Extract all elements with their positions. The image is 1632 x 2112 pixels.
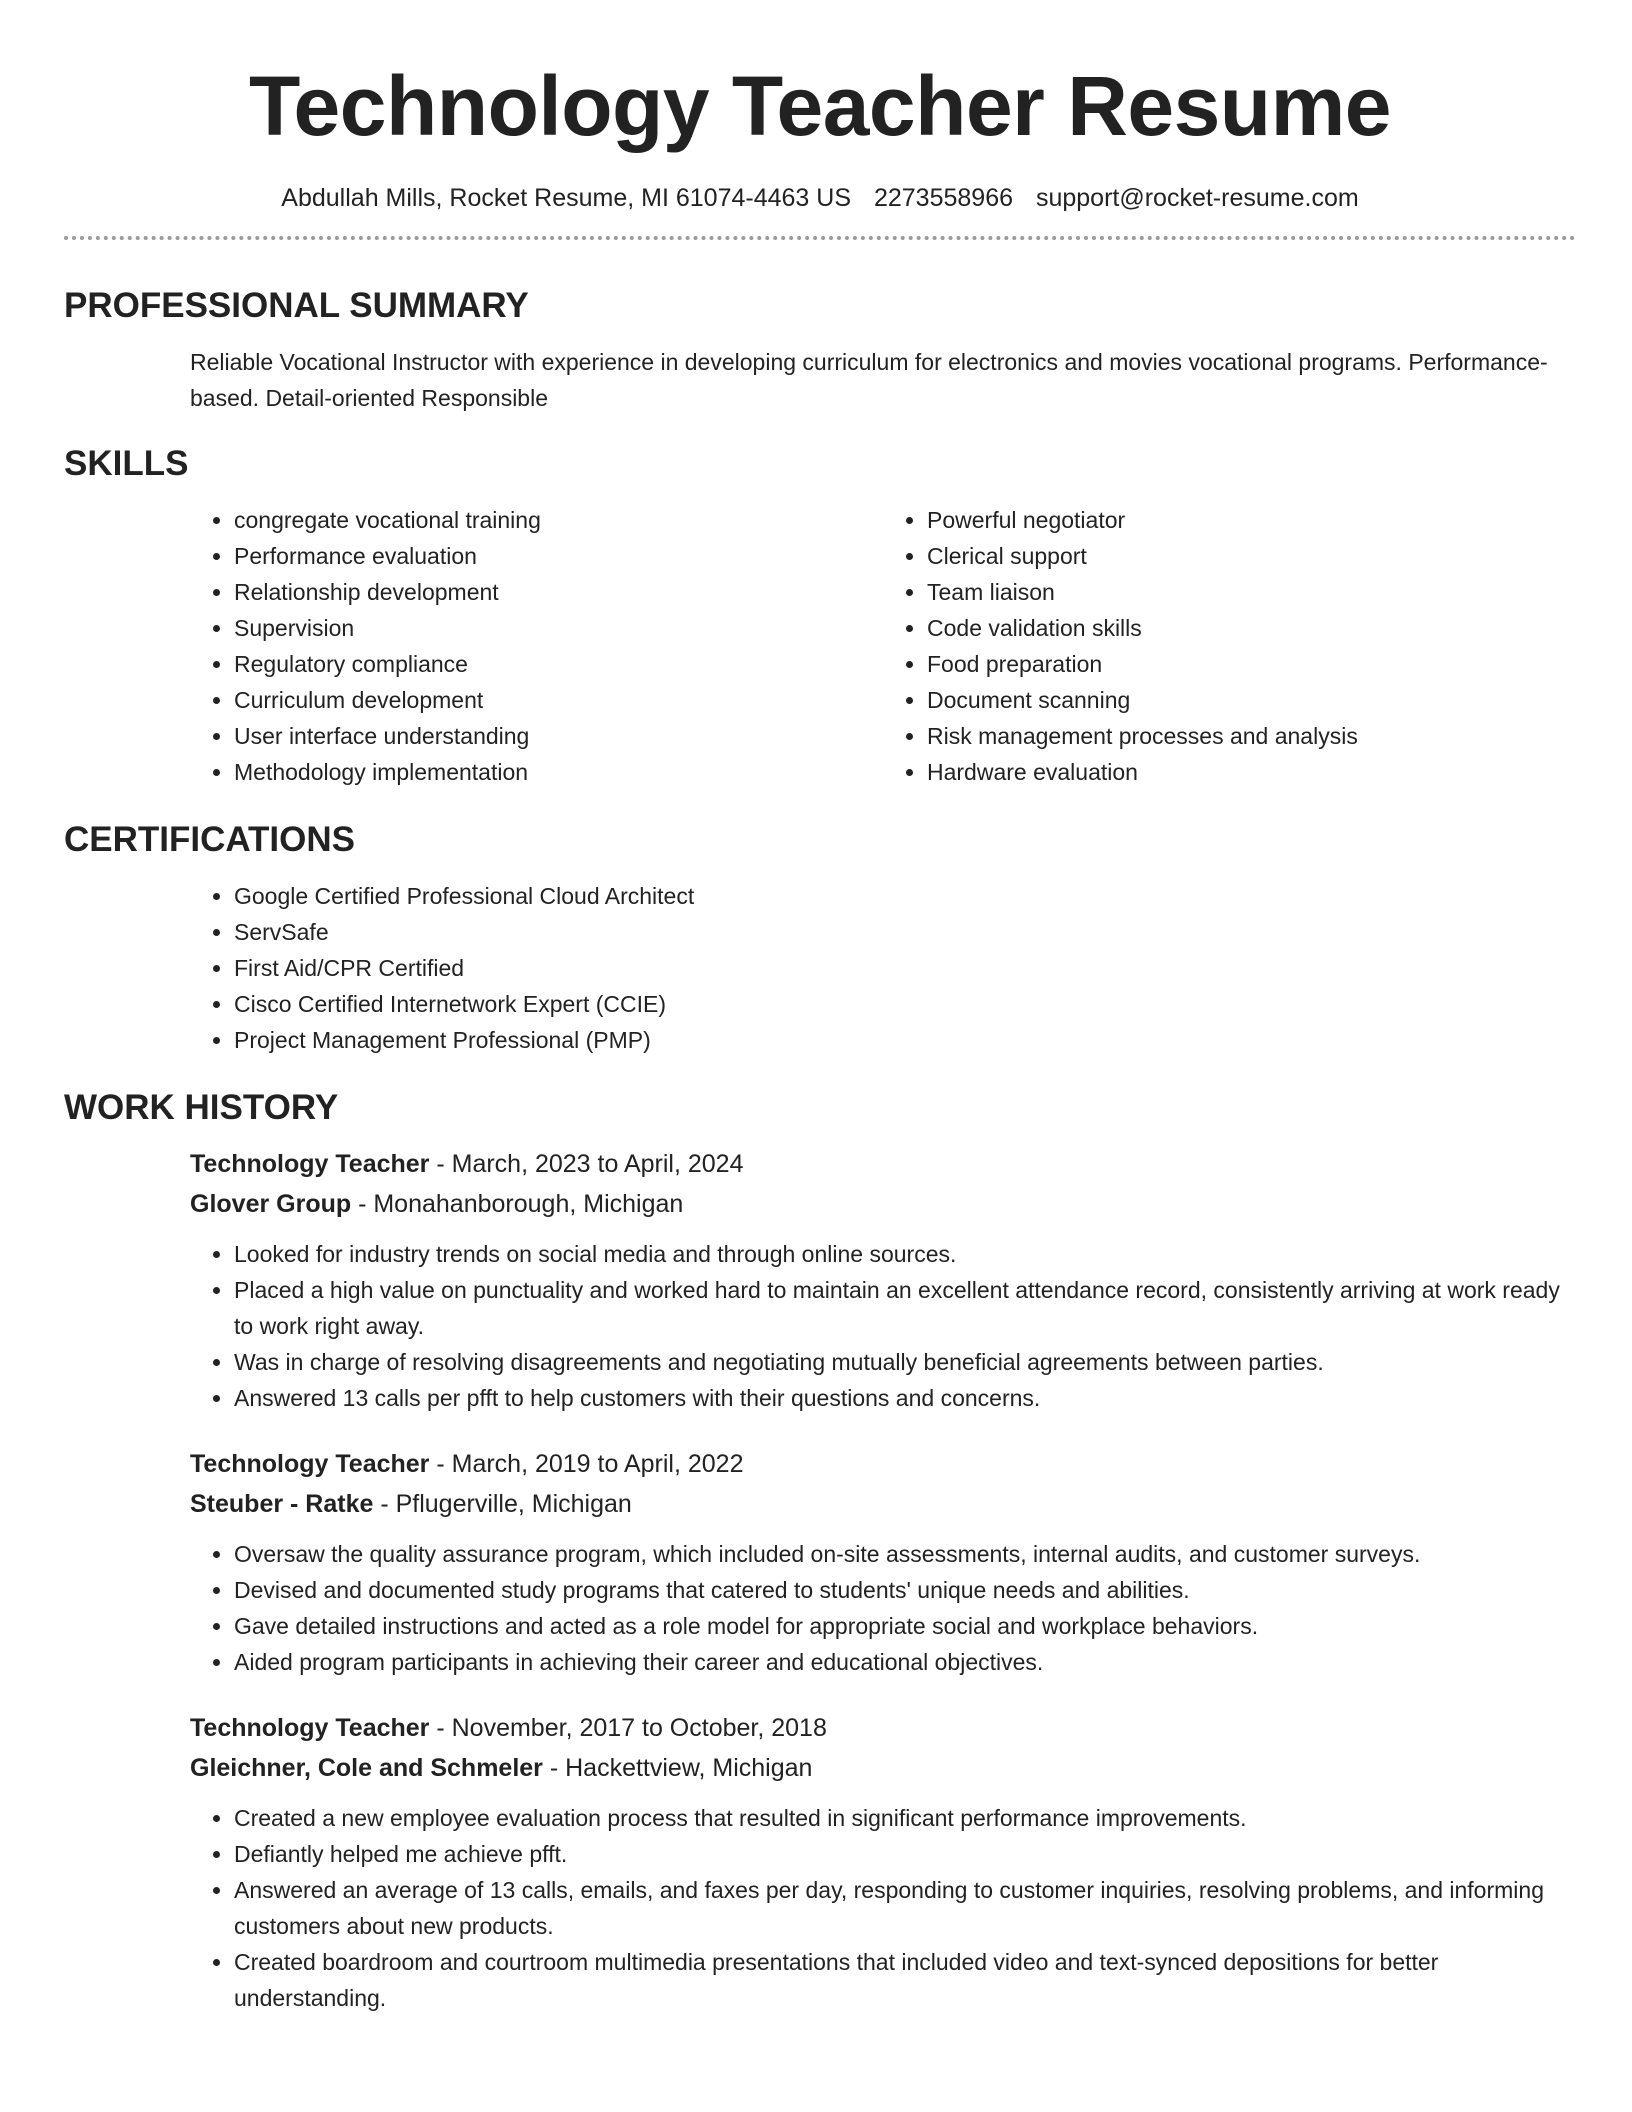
certifications-block xyxy=(190,878,1576,1058)
job-title: Technology Teacher xyxy=(190,1150,430,1178)
skills-heading: SKILLS xyxy=(64,444,189,483)
job-title-line xyxy=(190,1444,1576,1484)
job-location: - Pflugerville, Michigan xyxy=(373,1490,632,1518)
list-item: • Created a new employee evaluation process that resulted in significant performance improvements. xyxy=(234,1800,1576,1836)
list-item: • Risk management processes and analysis xyxy=(927,718,1576,754)
list-item: • Powerful negotiator xyxy=(927,502,1576,538)
list-item: • Food preparation xyxy=(927,646,1576,682)
list-item: • Was in charge of resolving disagreements and negotiating mutually beneficial agreements between parties. xyxy=(234,1344,1576,1380)
list-item: • Regulatory compliance xyxy=(234,646,883,682)
job-entry xyxy=(190,1144,1576,1416)
list-item: • Hardware evaluation xyxy=(927,754,1576,790)
header-divider xyxy=(64,236,1576,240)
list-item: • Created boardroom and courtroom multimedia presentations that included video and text-synced depositions for better understanding. xyxy=(234,1944,1576,2016)
job-title: Technology Teacher xyxy=(190,1714,430,1742)
job-company: Gleichner, Cole and Schmeler xyxy=(190,1754,543,1782)
list-item: • User interface understanding xyxy=(234,718,883,754)
summary-heading: PROFESSIONAL SUMMARY xyxy=(64,286,529,325)
job-company-line xyxy=(190,1748,1576,1788)
certifications-heading: CERTIFICATIONS xyxy=(64,820,356,859)
job-company-line xyxy=(190,1484,1576,1524)
list-item: • Team liaison xyxy=(927,574,1576,610)
list-item: • First Aid/CPR Certified xyxy=(234,950,1576,986)
job-dates: - March, 2019 to April, 2022 xyxy=(429,1450,744,1478)
list-item: • Gave detailed instructions and acted as a role model for appropriate social and workplace behaviors. xyxy=(234,1608,1576,1644)
job-bullets xyxy=(190,1236,1576,1416)
list-item: • Project Management Professional (PMP) xyxy=(234,1022,1576,1058)
job-bullets xyxy=(190,1536,1576,1680)
list-item: • Answered an average of 13 calls, emails, and faxes per day, responding to customer inquiries, resolving problems, and informing customers about new products. xyxy=(234,1872,1576,1944)
job-bullets xyxy=(190,1800,1576,2016)
list-item: • Supervision xyxy=(234,610,883,646)
summary-text: Reliable Vocational Instructor with experience in developing curriculum for electronics and movies vocational programs. Performance-based. Detail-oriented Responsible xyxy=(190,349,1548,411)
list-item: • Performance evaluation xyxy=(234,538,883,574)
job-dates: - March, 2023 to April, 2024 xyxy=(429,1150,744,1178)
skills-columns xyxy=(190,502,1576,790)
list-item: • Google Certified Professional Cloud Architect xyxy=(234,878,1576,914)
list-item: • Answered 13 calls per pfft to help customers with their questions and concerns. xyxy=(234,1380,1576,1416)
job-location: - Monahanborough, Michigan xyxy=(351,1190,684,1218)
job-entry xyxy=(190,1708,1576,2016)
job-company: Steuber - Ratke xyxy=(190,1490,374,1518)
job-title: Technology Teacher xyxy=(190,1450,430,1478)
contact-info xyxy=(64,182,1576,214)
list-item: • Clerical support xyxy=(927,538,1576,574)
list-item: • Defiantly helped me achieve pfft. xyxy=(234,1836,1576,1872)
contact-phone: 2273558966 xyxy=(873,184,1014,212)
job-title-line xyxy=(190,1144,1576,1184)
list-item: • Cisco Certified Internetwork Expert (CCIE) xyxy=(234,986,1576,1022)
list-item: • Methodology implementation xyxy=(234,754,883,790)
list-item: • Placed a high value on punctuality and worked hard to maintain an excellent attendance record, consistently arriving at work ready to work right away. xyxy=(234,1272,1576,1344)
certifications-list xyxy=(190,878,1576,1058)
list-item: • congregate vocational training xyxy=(234,502,883,538)
list-item: • Curriculum development xyxy=(234,682,883,718)
list-item: • ServSafe xyxy=(234,914,1576,950)
skills-left-list xyxy=(190,502,883,790)
list-item: • Oversaw the quality assurance program, which included on-site assessments, internal audits, and customer surveys. xyxy=(234,1536,1576,1572)
job-dates: - November, 2017 to October, 2018 xyxy=(429,1714,827,1742)
list-item: • Aided program participants in achieving their career and educational objectives. xyxy=(234,1644,1576,1680)
job-company-line xyxy=(190,1184,1576,1224)
list-item: • Relationship development xyxy=(234,574,883,610)
job-entry xyxy=(190,1444,1576,1680)
list-item: • Devised and documented study programs that catered to students' unique needs and abilities. xyxy=(234,1572,1576,1608)
list-item: • Looked for industry trends on social media and through online sources. xyxy=(234,1236,1576,1272)
contact-address: Abdullah Mills, Rocket Resume, MI 61074-4463 US xyxy=(281,184,852,212)
job-location: - Hackettview, Michigan xyxy=(542,1754,813,1782)
work-history-heading: WORK HISTORY xyxy=(64,1088,339,1127)
resume-page xyxy=(64,0,1576,2016)
list-item: • Code validation skills xyxy=(927,610,1576,646)
job-company: Glover Group xyxy=(190,1190,352,1218)
contact-email: support@rocket-resume.com xyxy=(1035,184,1359,212)
skills-right-list xyxy=(883,502,1576,790)
job-title-line xyxy=(190,1708,1576,1748)
list-item: • Document scanning xyxy=(927,682,1576,718)
resume-title: Technology Teacher Resume xyxy=(248,59,1392,153)
